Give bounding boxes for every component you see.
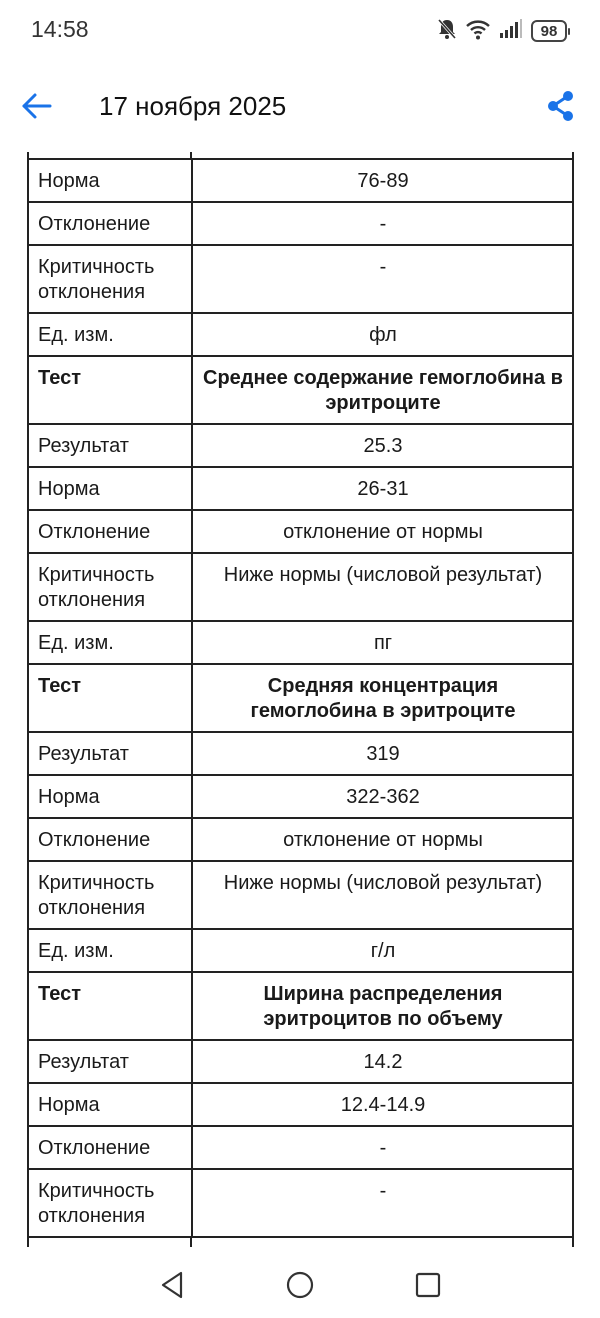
nav-home-button[interactable] [285,1270,315,1300]
row-value: Ниже нормы (числовой результат) [192,553,573,621]
bell-muted-icon [437,18,457,45]
recents-square-icon [413,1270,443,1300]
share-icon [546,89,576,123]
row-value: отклонение от нормы [192,818,573,861]
row-value: Средняя концентрация гемоглобина в эритроците [192,664,573,732]
table-row [28,202,573,245]
row-value: - [192,245,573,313]
table-row [28,510,573,553]
row-value: г/л [192,929,573,972]
table-row [28,159,573,202]
nav-recents-button[interactable] [413,1270,443,1300]
test-header-row [28,972,573,1040]
row-label: Ед. изм. [28,929,192,972]
table-row [28,1169,573,1237]
row-label: Результат [28,732,192,775]
table-row [28,424,573,467]
row-label: Тест [28,972,192,1040]
row-label: Результат [28,1040,192,1083]
row-value: 319 [192,732,573,775]
row-value: 12.4-14.9 [192,1083,573,1126]
table-row [28,1126,573,1169]
row-value: отклонение от нормы [192,510,573,553]
back-triangle-icon [158,1270,188,1300]
row-value: 26-31 [192,467,573,510]
table-row [28,732,573,775]
table-row [28,861,573,929]
share-button[interactable] [546,89,576,123]
row-label: Отклонение [28,818,192,861]
row-value: Среднее содержание гемоглобина в эритроците [192,356,573,424]
page-title: 17 ноября 2025 [99,91,287,121]
row-label: Критичность отклонения [28,553,192,621]
row-value: Ниже нормы (числовой результат) [192,861,573,929]
table-row [28,775,573,818]
signal-icon [499,19,523,44]
battery-icon [531,20,570,42]
row-value: фл [192,313,573,356]
arrow-left-icon [20,89,54,123]
table-row [28,313,573,356]
row-label: Ед. изм. [28,313,192,356]
row-label: Критичность отклонения [28,245,192,313]
row-label: Норма [28,467,192,510]
test-header-row [28,356,573,424]
battery-level: 98 [531,20,567,42]
row-label: Тест [28,356,192,424]
status-icons [437,18,570,44]
row-label: Отклонение [28,1126,192,1169]
row-label: Критичность отклонения [28,1169,192,1237]
row-value: Ширина распределения эритроцитов по объему [192,972,573,1040]
row-value: - [192,1169,573,1237]
wifi-icon [465,18,491,45]
table-row [28,467,573,510]
test-header-row [28,664,573,732]
table-row [28,245,573,313]
row-value: 322-362 [192,775,573,818]
row-value: 76-89 [192,159,573,202]
table-bottom-continuation [27,1237,574,1247]
table-row [28,1083,573,1126]
table-row [28,621,573,664]
status-time: 14:58 [31,16,89,42]
row-value: 14.2 [192,1040,573,1083]
row-label: Норма [28,159,192,202]
back-button[interactable] [20,89,54,123]
table-row [28,818,573,861]
row-value: - [192,202,573,245]
row-label: Норма [28,1083,192,1126]
app-bar [0,72,600,142]
system-nav-bar [0,1252,600,1318]
row-label: Критичность отклонения [28,861,192,929]
row-label: Ед. изм. [28,621,192,664]
row-value: 25.3 [192,424,573,467]
table-row [28,1040,573,1083]
row-label: Отклонение [28,202,192,245]
nav-back-button[interactable] [158,1270,188,1300]
row-value: - [192,1126,573,1169]
table-row [28,553,573,621]
row-label: Норма [28,775,192,818]
home-circle-icon [285,1270,315,1300]
status-bar [0,0,600,62]
row-label: Отклонение [28,510,192,553]
row-label: Результат [28,424,192,467]
row-value: пг [192,621,573,664]
table-row [28,929,573,972]
row-label: Тест [28,664,192,732]
results-table [27,158,574,1238]
results-scroll-area[interactable] [0,152,600,1252]
